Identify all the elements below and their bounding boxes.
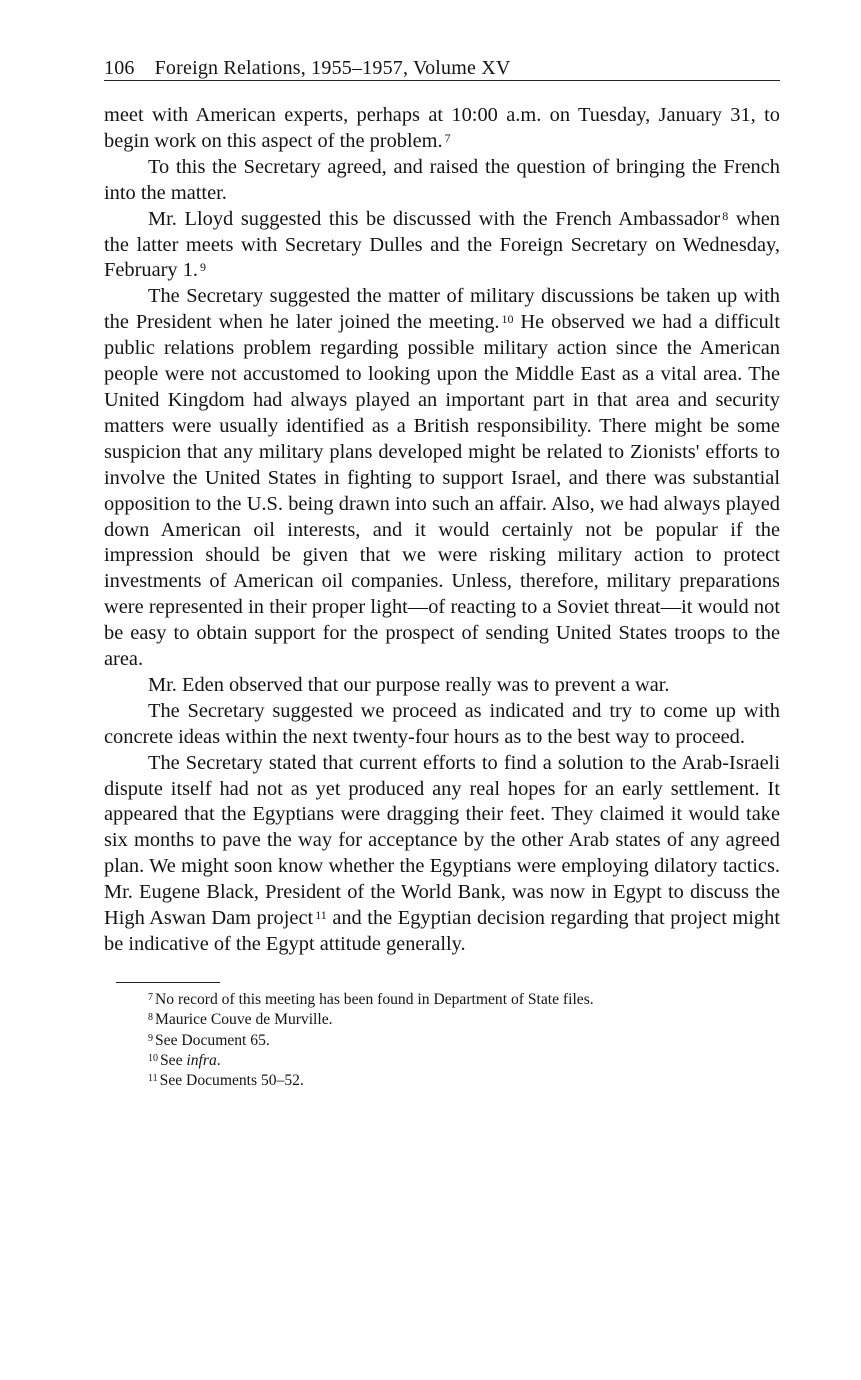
paragraph: To this the Secretary agreed, and raised the question of bringing the French into the matter. [104,155,780,204]
footnotes [148,990,780,1091]
paragraph: Mr. Lloyd suggested this be discussed with the French Ambassador $^8$ when the latter meets with Secretary Dulles and the Foreign Secretary on Wednesday, February 1. $^9$ [104,207,781,282]
footnote-ref: 9 [200,260,206,275]
footnote: $^8$ Maurice Couve de Murville. [148,1011,333,1029]
footnote-ref: 8 [722,208,729,223]
running-title: Foreign Relations, 1955–1957, Volume XV [154,57,511,79]
footnote: $^{11}$ See Documents 50–52. [148,1072,304,1090]
paragraph: The Secretary suggested we proceed as indicated and try to come up with concrete ideas within the next twenty-four hours as to the best way to proceed. [104,699,780,748]
footnote-ref: 7 [444,130,451,145]
body-text [104,103,780,958]
footnote-ref: 11 [315,908,327,923]
footnote: $^9$ See Document 65. [148,1031,270,1049]
paragraph: Mr. Eden observed that our purpose really was to prevent a war. [148,673,670,696]
footnote-divider [116,982,220,983]
footnote: $^7$ No record of this meeting has been found in Department of State files. [148,990,594,1008]
footnote: $^{10}$ See infra. [148,1051,221,1069]
running-header [104,56,780,81]
paragraph: meet with American experts, perhaps at 10:00 a.m. on Tuesday, January 31, to begin work on this aspect of the problem. $^7$ [104,104,780,152]
paragraph: The Secretary stated that current efforts to find a solution to the Arab-Israeli dispute itself had not as yet produced any real hopes for an early settlement. It appeared that the Egyptians were dragging their feet. They claimed it would take six months to pave the way for acceptance by the other Arab states of any agreed plan. We might soon know whether the Egyptians were employing dilatory tactics. Mr. Eugene Black, President of the World Bank, was now in Egypt to discuss the High Aswan Dam project $^{11}$ and the Egyptian decision regarding that project might be indicative of the Egypt attitude generally. [104,751,780,955]
page-number: 106 [104,57,135,79]
document-page [104,56,780,1091]
paragraph: The Secretary suggested the matter of military discussions be taken up with the President when he later joined the meeting. $^{10}$ He observed we had a difficult public relations problem regarding possible military action since the American people were not accustomed to looking upon the Middle East as a vital area. The United Kingdom had always played an important part in that area and security matters were usually identified as a British responsibility. There might be some suspicion that any military plans developed might be related to Zionists' efforts to involve the United States in fighting to support Israel, and there was substantial opposition to the U.S. being drawn into such an affair. Also, we had always played down American oil interests, and it would certainly not be popular if the impression should be given that we were risking military action to protect investments of American oil companies. Unless, therefore, military preparations were represented in their proper light—of reacting to a Soviet threat—it would not be easy to obtain support for the prospect of sending United States troops to the area. [104,285,780,671]
footnote-ref: 10 [501,312,514,327]
